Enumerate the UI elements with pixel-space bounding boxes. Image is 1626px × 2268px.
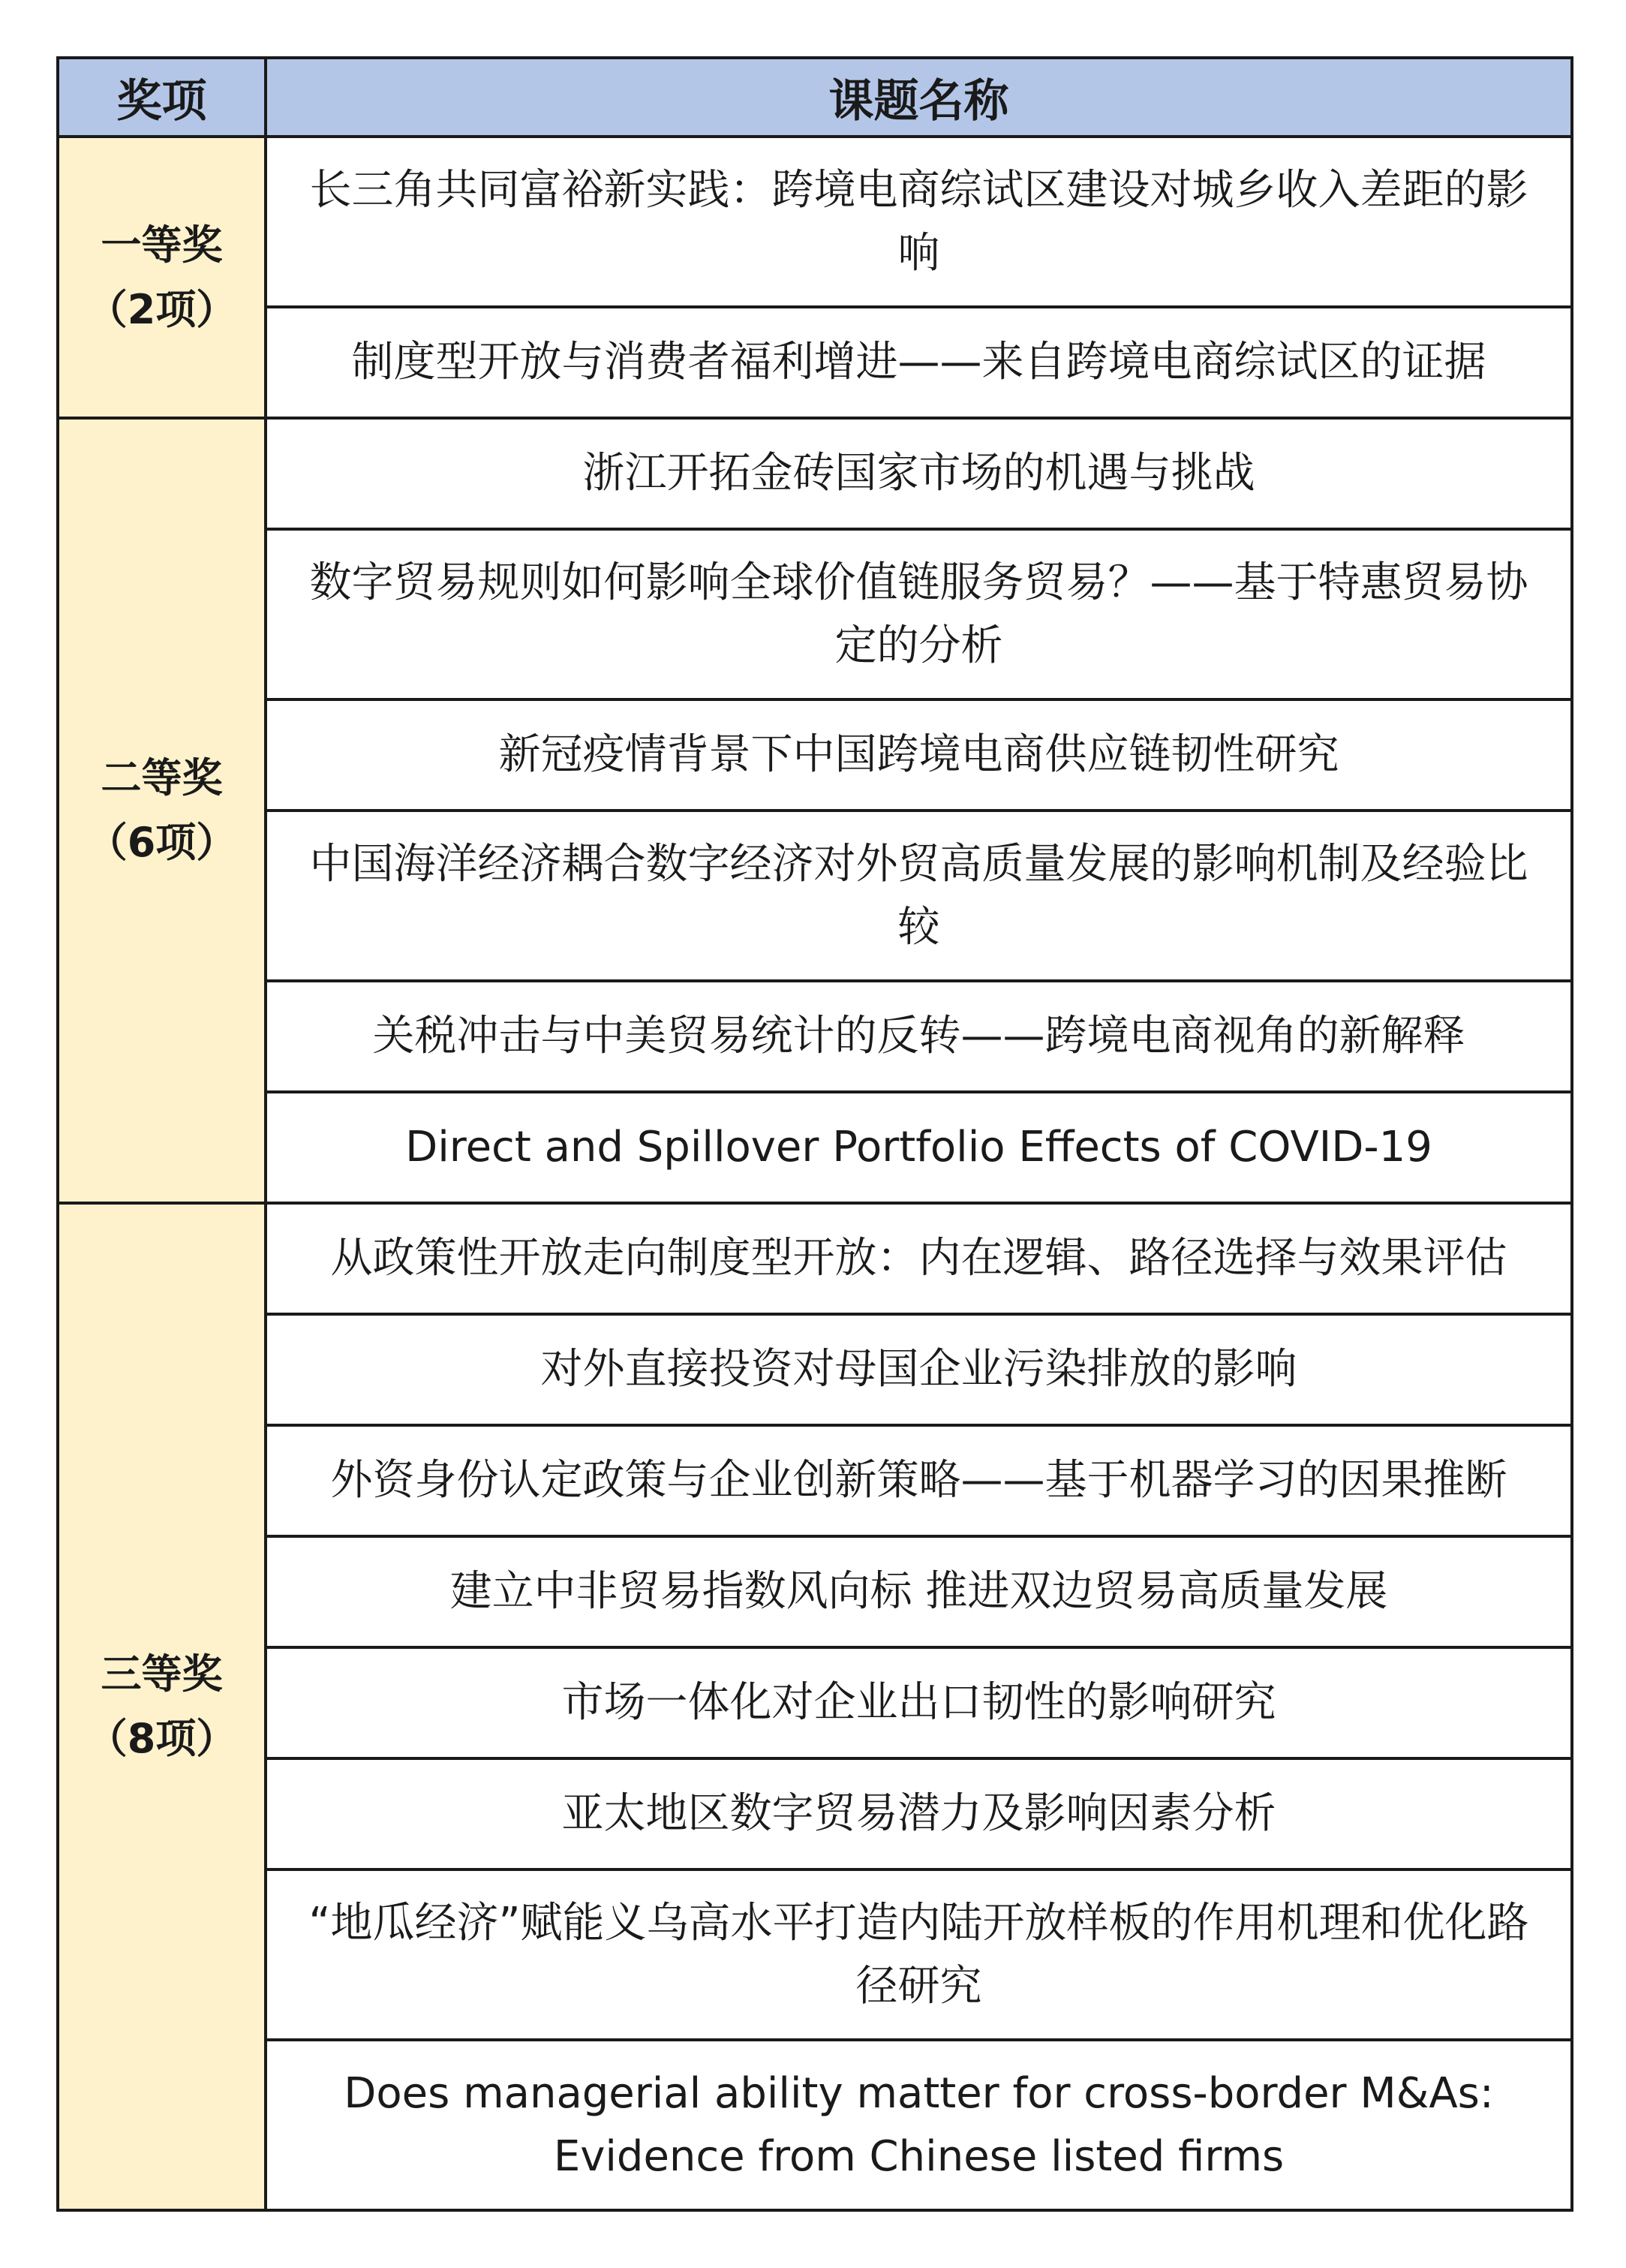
table-row xyxy=(58,1869,1572,2040)
table-row xyxy=(58,699,1572,811)
award-count: （2项） xyxy=(86,285,237,333)
award-table xyxy=(56,56,1573,2212)
table-row xyxy=(58,307,1572,418)
table-row xyxy=(58,1647,1572,1758)
table-row xyxy=(58,811,1572,981)
project-title: 长三角共同富裕新实践：跨境电商综试区建设对城乡收入差距的影响 xyxy=(266,137,1572,307)
project-title: Direct and Spillover Portfolio Effects of COVID-19 xyxy=(266,1092,1572,1203)
project-title: 对外直接投资对母国企业污染排放的影响 xyxy=(266,1314,1572,1425)
award-count: （8项） xyxy=(86,1715,237,1762)
table-row xyxy=(58,1536,1572,1647)
project-title: 外资身份认定政策与企业创新策略——基于机器学习的因果推断 xyxy=(266,1425,1572,1536)
award-third-prize xyxy=(58,1203,266,2210)
table-row xyxy=(58,1203,1572,1314)
project-title: 市场一体化对企业出口韧性的影响研究 xyxy=(266,1647,1572,1758)
table-row xyxy=(58,137,1572,307)
header-title: 课题名称 xyxy=(266,58,1572,137)
project-title: 浙江开拓金砖国家市场的机遇与挑战 xyxy=(266,418,1572,529)
award-name: 二等奖 xyxy=(101,754,223,802)
project-title: “地瓜经济”赋能义乌高水平打造内陆开放样板的作用机理和优化路径研究 xyxy=(266,1869,1572,2040)
project-title: 数字贸易规则如何影响全球价值链服务贸易？——基于特惠贸易协定的分析 xyxy=(266,529,1572,699)
table-row xyxy=(58,529,1572,699)
table-row xyxy=(58,981,1572,1092)
award-count: （6项） xyxy=(86,819,237,866)
project-title: 建立中非贸易指数风向标 推进双边贸易高质量发展 xyxy=(266,1536,1572,1647)
project-title: 亚太地区数字贸易潜力及影响因素分析 xyxy=(266,1758,1572,1869)
header-award: 奖项 xyxy=(58,58,266,137)
table-row xyxy=(58,418,1572,529)
project-title: Does managerial ability matter for cross-border M&As: Evidence from Chinese listed firms xyxy=(266,2040,1572,2210)
project-title: 中国海洋经济耦合数字经济对外贸高质量发展的影响机制及经验比较 xyxy=(266,811,1572,981)
table-row xyxy=(58,1314,1572,1425)
project-title: 新冠疫情背景下中国跨境电商供应链韧性研究 xyxy=(266,699,1572,811)
project-title: 制度型开放与消费者福利增进——来自跨境电商综试区的证据 xyxy=(266,307,1572,418)
project-title: 关税冲击与中美贸易统计的反转——跨境电商视角的新解释 xyxy=(266,981,1572,1092)
table-header-row xyxy=(58,58,1572,137)
table-row xyxy=(58,2040,1572,2210)
table-row xyxy=(58,1425,1572,1536)
table-row xyxy=(58,1092,1572,1203)
award-name: 三等奖 xyxy=(101,1650,223,1698)
project-title: 从政策性开放走向制度型开放：内在逻辑、路径选择与效果评估 xyxy=(266,1203,1572,1314)
table-row xyxy=(58,1758,1572,1869)
award-first-prize xyxy=(58,137,266,418)
award-name: 一等奖 xyxy=(101,221,223,269)
award-second-prize xyxy=(58,418,266,1203)
